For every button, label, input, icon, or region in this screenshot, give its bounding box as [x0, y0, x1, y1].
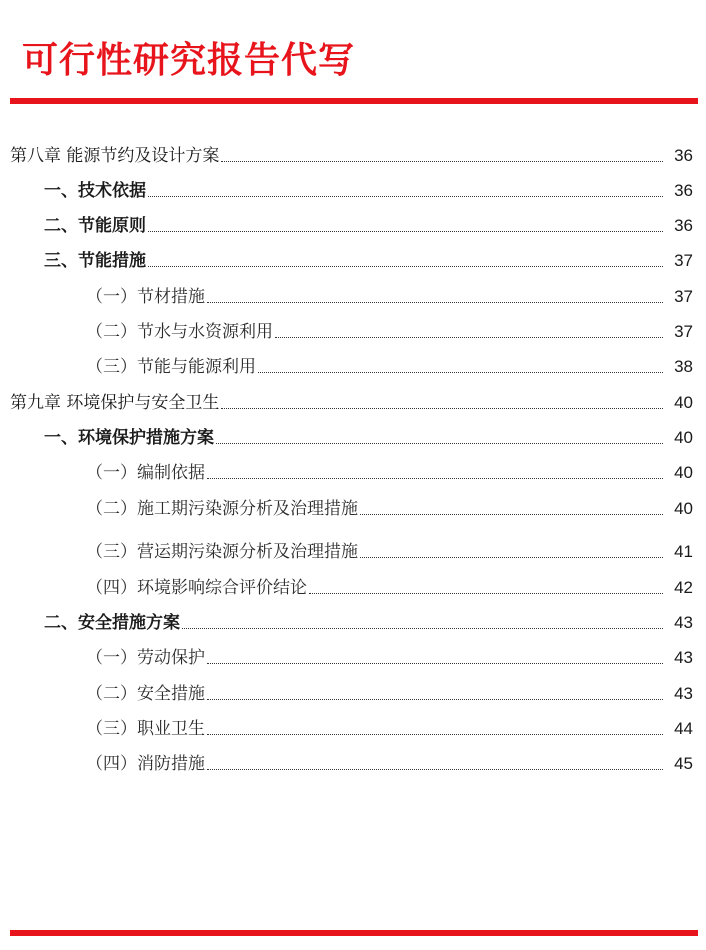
toc-page-number: 43: [674, 684, 693, 703]
toc-page-number: 37: [674, 287, 693, 306]
toc-page-number: 44: [674, 719, 693, 738]
toc-label: （三）节能与能源利用: [86, 357, 256, 377]
toc-page-number: 36: [674, 146, 693, 165]
toc-leader: [207, 302, 663, 303]
toc-page-number: 38: [674, 357, 693, 376]
toc-page-number: 43: [674, 648, 693, 667]
toc-page-number: 37: [674, 251, 693, 270]
toc-label: 二、节能原则: [44, 216, 146, 236]
toc-label: （二）施工期污染源分析及治理措施: [86, 499, 358, 519]
toc-page-number: 41: [674, 542, 693, 561]
toc-label: （一）劳动保护: [86, 648, 205, 668]
toc-section[interactable]: [44, 178, 693, 202]
toc-leader: [216, 443, 663, 444]
toc-leader: [275, 337, 663, 338]
toc-label: （一）编制依据: [86, 463, 205, 483]
page-title: 可行性研究报告代写: [22, 40, 356, 81]
toc-label: （二）节水与水资源利用: [86, 322, 273, 342]
toc-leader: [360, 557, 663, 558]
toc-section[interactable]: [44, 248, 693, 272]
toc-leader: [207, 478, 663, 479]
toc-label: 三、节能措施: [44, 251, 146, 271]
toc-page-number: 40: [674, 499, 693, 518]
toc-subsection[interactable]: [86, 539, 693, 563]
toc-leader: [309, 593, 663, 594]
toc-label: （三）营运期污染源分析及治理措施: [86, 542, 358, 562]
toc-section[interactable]: [44, 425, 693, 449]
toc-subsection[interactable]: [86, 751, 693, 775]
toc-leader: [221, 161, 663, 162]
toc-label: 一、环境保护措施方案: [44, 428, 214, 448]
toc-page-number: 36: [674, 216, 693, 235]
toc-section[interactable]: [44, 610, 693, 634]
toc-label: （四）环境影响综合评价结论: [86, 578, 307, 598]
toc-page-number: 43: [674, 613, 693, 632]
toc-page-number: 40: [674, 393, 693, 412]
toc-leader: [207, 699, 663, 700]
toc-page-number: 37: [674, 322, 693, 341]
toc-leader: [207, 734, 663, 735]
footer-divider: [10, 930, 698, 936]
toc-leader: [182, 628, 663, 629]
toc-leader: [148, 196, 663, 197]
toc-subsection[interactable]: [86, 319, 693, 343]
toc-chapter-9[interactable]: [10, 390, 693, 414]
toc-label: （一）节材措施: [86, 287, 205, 307]
toc-subsection[interactable]: [86, 716, 693, 740]
toc-label: 第九章 环境保护与安全卫生: [10, 393, 220, 413]
toc-subsection[interactable]: [86, 645, 693, 669]
toc-page-number: 45: [674, 754, 693, 773]
toc-page-number: 36: [674, 181, 693, 200]
toc-leader: [148, 266, 663, 267]
toc-label: 二、安全措施方案: [44, 613, 180, 633]
toc-subsection[interactable]: [86, 575, 693, 599]
toc-leader: [221, 408, 663, 409]
toc-label: （二）安全措施: [86, 684, 205, 704]
toc-label: （四）消防措施: [86, 754, 205, 774]
toc-subsection[interactable]: [86, 496, 693, 520]
toc-subsection[interactable]: [86, 460, 693, 484]
toc-leader: [207, 663, 663, 664]
toc-leader: [207, 769, 663, 770]
toc-leader: [148, 231, 663, 232]
toc-chapter-8[interactable]: [10, 143, 693, 167]
toc-leader: [360, 514, 663, 515]
toc-leader: [258, 372, 663, 373]
toc-section[interactable]: [44, 213, 693, 237]
toc-subsection[interactable]: [86, 681, 693, 705]
toc-label: 第八章 能源节约及设计方案: [10, 146, 220, 166]
toc-subsection[interactable]: [86, 354, 693, 378]
header-divider: [10, 98, 698, 104]
toc-label: 一、技术依据: [44, 181, 146, 201]
toc-label: （三）职业卫生: [86, 719, 205, 739]
toc-page-number: 42: [674, 578, 693, 597]
toc-subsection[interactable]: [86, 284, 693, 308]
toc-page-number: 40: [674, 463, 693, 482]
toc-page-number: 40: [674, 428, 693, 447]
